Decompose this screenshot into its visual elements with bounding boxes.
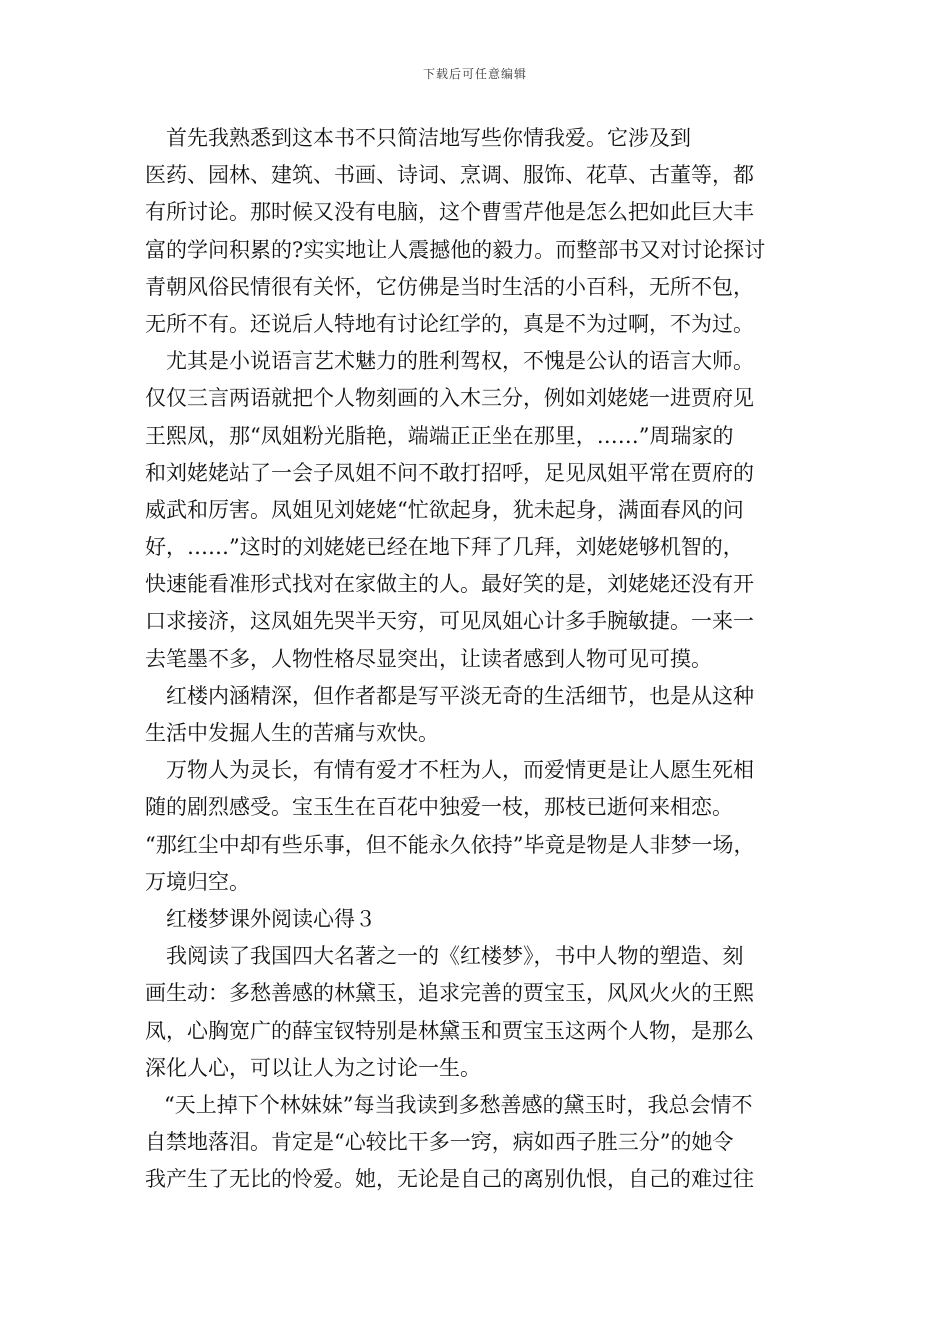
- text-line: 快速能看准形式找对在家做主的人。最好笑的是，刘姥姥还没有开: [145, 572, 754, 597]
- text-line: 青朝风俗民情很有关怀，它仿佛是当时生活的小百科，无所不包，: [145, 274, 754, 299]
- text-line: 王熙凤，那“凤姐粉光脂艳，端端正正坐在那里，……”周瑞家的: [145, 423, 734, 448]
- text-line: 随的剧烈感受。宝玉生在百花中独爱一枝，那枝已逝何来相恋。: [145, 795, 733, 820]
- text-line: 生活中发掘人生的苦痛与欢快。: [145, 721, 439, 745]
- text-line: 我产生了无比的怜爱。她，无论是自己的离别仇恨，自己的难过往: [145, 1167, 754, 1192]
- text-line: 有所讨论。那时候又没有电脑，这个曹雪芹他是怎么把如此巨大丰: [145, 200, 754, 225]
- text-line: “那红尘中却有些乐事，但不能永久依持”毕竟是物是人非梦一场，: [145, 832, 755, 857]
- page-header: 下载后可任意编辑: [422, 67, 527, 81]
- text-line: 无所不有。还说后人特地有讨论红学的，真是不为过啊，不为过。: [145, 311, 754, 336]
- section-heading: 红楼梦课外阅读心得３: [166, 906, 376, 931]
- text-line: 和刘姥姥站了一会子凤姐不问不敢打招呼，足见凤姐平常在贾府的: [145, 460, 754, 485]
- text-line: 去笔墨不多，人物性格尽显突出，让读者感到人物可见可摸。: [145, 646, 712, 671]
- text-line: 富的学问积累的?实实地让人震撼他的毅力。而整部书又对讨论探讨: [145, 237, 766, 262]
- text-line: 万境归空。: [145, 869, 250, 894]
- text-line: 好，……”这时的刘姥姥已经在地下拜了几拜，刘姥姥够机智的，: [145, 535, 744, 560]
- document-body: [145, 120, 815, 1198]
- text-line: 我阅读了我国四大名著之一的《红楼梦》，书中人物的塑造、刻: [166, 944, 744, 969]
- text-line: 尤其是小说语言艺术魅力的胜利驾权，不愧是公认的语言大师。: [166, 349, 754, 374]
- text-line: 凤，心胸宽广的薛宝钗特别是林黛玉和贾宝玉这两个人物，是那么: [145, 1018, 754, 1043]
- text-line: 自禁地落泪。肯定是“心较比干多一窍，病如西子胜三分”的她令: [145, 1130, 734, 1155]
- text-line: 仅仅三言两语就把个人物刻画的入木三分，例如刘姥姥一进贾府见: [145, 386, 754, 411]
- text-line: 威武和厉害。凤姐见刘姥姥“忙欲起身，犹未起身，满面春风的问: [145, 497, 744, 522]
- text-line: 口求接济，这凤姐先哭半天穷，可见凤姐心计多手腕敏捷。一来一: [145, 609, 754, 634]
- text-line: “天上掉下个林妹妹”每当我读到多愁善感的黛玉时，我总会情不: [164, 1092, 753, 1117]
- text-line: 医药、园林、建筑、书画、诗词、烹调、服饰、花草、古董等，都: [145, 163, 754, 188]
- text-line: 红楼内涵精深，但作者都是写平淡无奇的生活细节，也是从这种: [166, 683, 754, 708]
- text-line: 首先我熟悉到这本书不只简洁地写些你情我爱。它涉及到: [166, 126, 691, 150]
- text-line: 画生动：多愁善感的林黛玉，追求完善的贾宝玉，风风火火的王熙: [145, 981, 754, 1006]
- text-line: 深化人心，可以让人为之讨论一生。: [145, 1055, 481, 1080]
- text-line: 万物人为灵长，有情有爱才不枉为人，而爱情更是让人愿生死相: [166, 758, 754, 783]
